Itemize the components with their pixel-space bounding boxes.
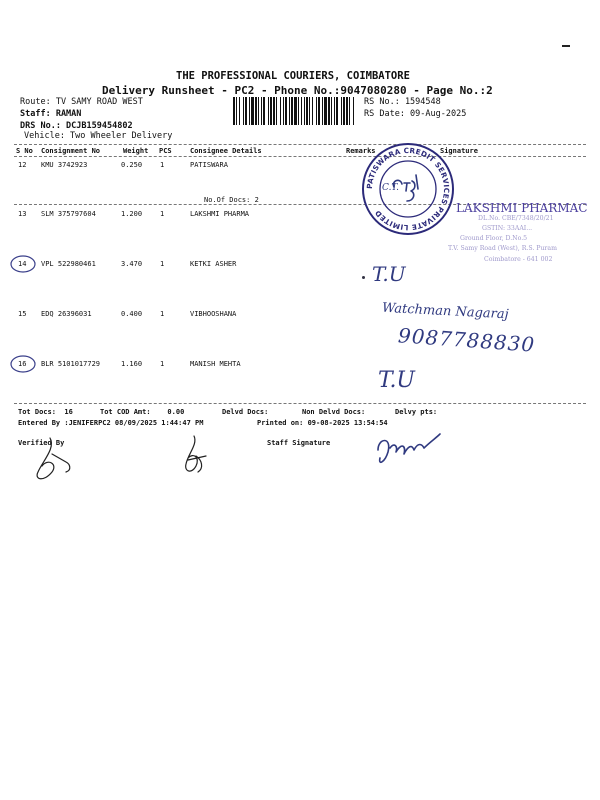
barcode-bar	[316, 97, 317, 125]
row-12-consignment: KMU 3742923	[41, 161, 88, 169]
vehicle-label: Vehicle: Two Wheeler Delivery	[24, 131, 173, 141]
barcode-bar	[346, 97, 348, 125]
tot-cod: Tot COD Amt: 0.00	[100, 408, 185, 416]
staff-signature-label: Staff Signature	[267, 439, 331, 447]
pharma-stamp-line1: DL.No. CBE/7348/20/21	[478, 215, 554, 222]
barcode-bar	[233, 97, 235, 125]
header-rule-bottom	[14, 156, 586, 157]
runsheet-subtitle: Delivery Runsheet - PC2 - Phone No.:9047080280 - Page No.:2	[102, 84, 493, 97]
barcode-bar	[324, 97, 327, 125]
row-15-sno: 15	[18, 310, 27, 318]
row-13-initials: C.T.	[382, 183, 399, 193]
barcode-bar	[309, 97, 310, 125]
row-16-handwritten-mark: T.U	[378, 368, 415, 393]
barcode-bar	[273, 97, 275, 125]
barcode-bar	[304, 97, 305, 125]
barcode-bar	[283, 97, 284, 125]
row-13-weight: 1.200	[121, 210, 143, 218]
col-signature: Signature	[440, 147, 478, 155]
barcode-bar	[341, 97, 342, 125]
pharma-stamp-line4: T.V. Samy Road (West), R.S. Puram	[448, 245, 557, 252]
barcode-bar	[328, 97, 330, 125]
barcode-bar	[306, 97, 308, 125]
row-13-consignee: LAKSHMI PHARMA	[190, 210, 250, 218]
row-14-remark-dot	[362, 276, 365, 279]
row-14-handwritten-mark: T.U	[372, 262, 406, 286]
row-16-consignment: BLR 5101017729	[41, 360, 101, 368]
barcode-bar	[249, 97, 250, 125]
row-12-pcs: 1	[160, 161, 165, 169]
corner-mark	[562, 45, 570, 47]
col-consignment: Consignment No	[41, 147, 101, 155]
delvy-pts: Delvy pts:	[395, 408, 438, 416]
barcode-bar	[258, 97, 259, 125]
row-15-handwritten-phone: 9087788830	[397, 323, 536, 357]
barcode-bar	[301, 97, 302, 125]
staff-label: Staff: RAMAN	[20, 109, 82, 119]
barcode-bar	[261, 97, 262, 125]
svg-text:PATISWARA CREDIT SERVICES PRIV: PATISWARA CREDIT SERVICES PRIVATE LIMITED	[364, 145, 452, 233]
barcode-bar	[353, 97, 354, 125]
barcode-bar	[255, 97, 257, 125]
row-12-docs: No.Of Docs: 2	[204, 196, 259, 204]
row-16-pcs: 1	[160, 360, 165, 368]
entered-by: Entered By :JENIFERPC2 08/09/2025 1:44:47 PM	[18, 419, 204, 427]
row-12-consignee: PATISWARA	[190, 161, 228, 169]
barcode-bar	[289, 97, 290, 125]
barcode-bar	[285, 97, 287, 125]
barcode-bar	[276, 97, 277, 125]
col-sno: S No	[16, 147, 33, 155]
row-15-pcs: 1	[160, 310, 165, 318]
barcode-bar	[243, 97, 244, 125]
pharma-stamp-line5: Coimbatore - 641 002	[484, 256, 553, 263]
row-14-weight: 3.470	[121, 260, 143, 268]
pharma-stamp-name: LAKSHMI PHARMAC	[456, 201, 588, 215]
barcode-bar	[312, 97, 313, 125]
barcode-bar	[280, 97, 281, 125]
col-remarks: Remarks	[346, 147, 376, 155]
row-14-consignee: KETKI ASHER	[190, 260, 237, 268]
row-15-consignment: EDQ 26396031	[41, 310, 92, 318]
row-14-sno: 14	[18, 260, 27, 268]
delvd-docs: Delvd Docs:	[222, 408, 269, 416]
printed-on: Printed on: 09-08-2025 13:54:54	[257, 419, 388, 427]
row-16-sno: 16	[18, 360, 27, 368]
company-title: THE PROFESSIONAL COURIERS, COIMBATORE	[176, 70, 410, 82]
non-delvd-docs: Non Delvd Docs:	[302, 408, 366, 416]
barcode-bar	[322, 97, 323, 125]
row-14-consignment: VPL 522980461	[41, 260, 96, 268]
pharma-stamp-line3: Ground Floor, D.No.5	[460, 235, 528, 242]
row-12-sno: 12	[18, 161, 27, 169]
barcode-bar	[236, 97, 237, 125]
row-12-weight: 0.250	[121, 161, 143, 169]
row-13-pcs: 1	[160, 210, 165, 218]
row-16-consignee: MANISH MEHTA	[190, 360, 241, 368]
row-14-circle-mark	[8, 254, 38, 274]
row-16-weight: 1.160	[121, 360, 143, 368]
tot-docs: Tot Docs: 16	[18, 408, 73, 416]
verified-by: Verified By	[18, 439, 65, 447]
row-13-consignment: SLM 375797604	[41, 210, 96, 218]
second-verifier-signature	[176, 434, 212, 482]
table-rule-bottom	[14, 403, 586, 404]
route-label: Route: TV SAMY ROAD WEST	[20, 97, 143, 107]
row-15-handwritten-name: Watchman Nagaraj	[381, 300, 509, 323]
row-13-sno: 13	[18, 210, 27, 218]
barcode-bar	[343, 97, 345, 125]
row-15-consignee: VIBHOOSHANA	[190, 310, 237, 318]
barcode-bar	[334, 97, 335, 125]
barcode-bar	[291, 97, 293, 125]
rs-number: RS No.: 1594548	[364, 97, 441, 107]
pharma-stamp-line2: GSTIN: 33AAI...	[482, 225, 533, 232]
company-seal	[360, 141, 456, 237]
barcode	[232, 97, 356, 125]
row-14-pcs: 1	[160, 260, 165, 268]
barcode-bar	[268, 97, 269, 125]
barcode-bar	[294, 97, 297, 125]
barcode-bar	[349, 97, 350, 125]
staff-signature	[372, 424, 456, 470]
barcode-bar	[239, 97, 240, 125]
barcode-bar	[245, 97, 247, 125]
barcode-bar	[331, 97, 332, 125]
barcode-bar	[318, 97, 320, 125]
header-rule-top	[14, 144, 586, 145]
row-15-weight: 0.400	[121, 310, 143, 318]
barcode-bar	[263, 97, 265, 125]
barcode-bar	[336, 97, 338, 125]
rs-date: RS Date: 09-Aug-2025	[364, 109, 467, 119]
barcode-bar	[270, 97, 272, 125]
col-pcs: PCS	[159, 147, 172, 155]
drs-number: DRS No.: DCJB159454802	[20, 121, 133, 131]
col-consignee: Consignee Details	[190, 147, 262, 155]
row-16-circle-mark	[8, 354, 38, 374]
barcode-bar	[251, 97, 254, 125]
barcode-bar	[298, 97, 299, 125]
verifier-signature	[30, 434, 78, 486]
col-weight: Weight	[123, 147, 149, 155]
